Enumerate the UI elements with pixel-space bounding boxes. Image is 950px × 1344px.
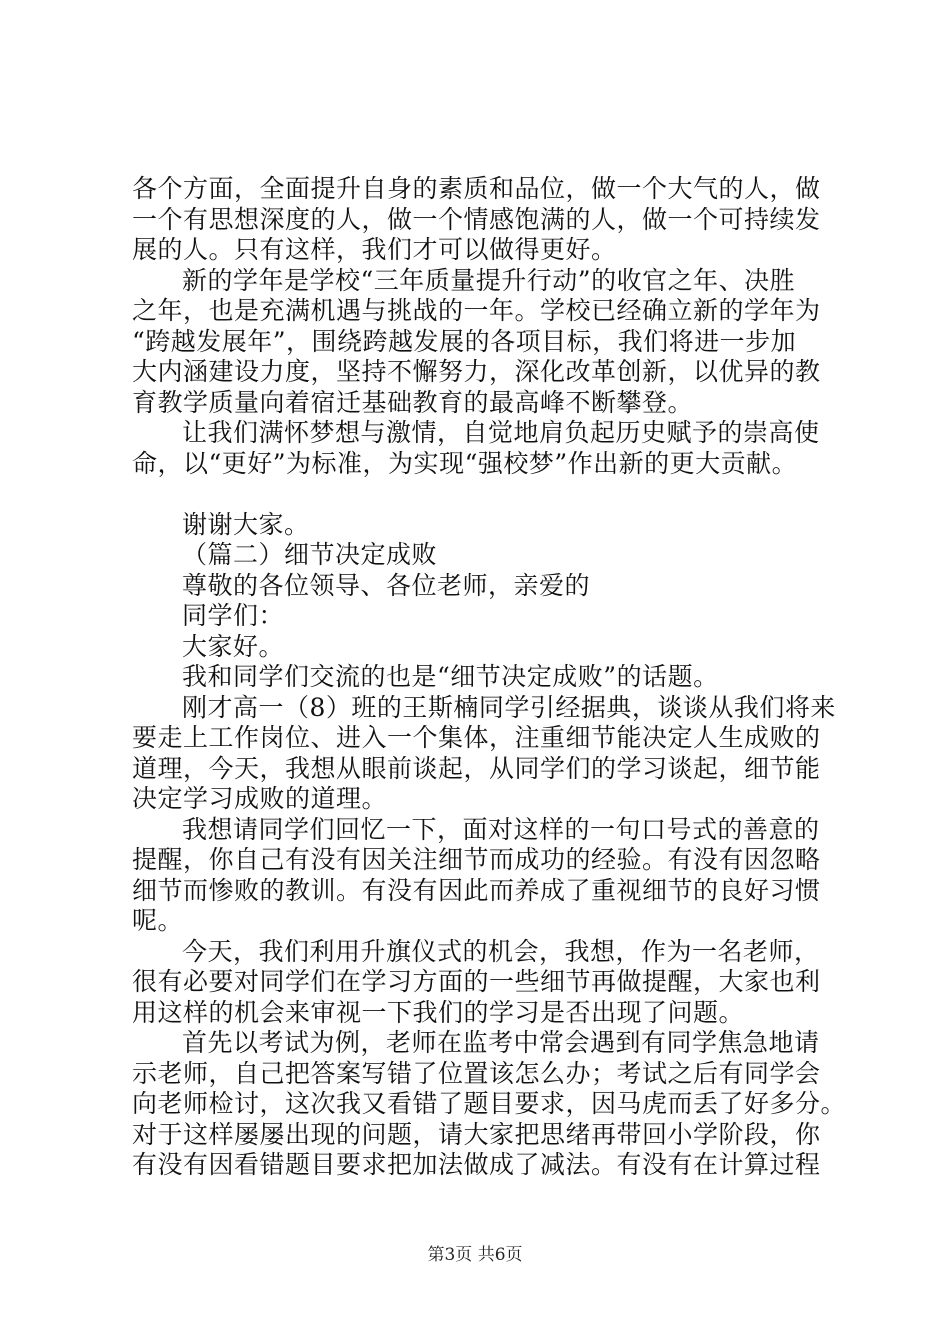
paragraph-start: 我想请同学们回忆一下，面对这样的一句口号式的善意的: [182, 814, 820, 844]
text-line: 之年，也是充满机遇与挑战的一年。学校已经确立新的学年为: [132, 296, 821, 325]
paragraph-start: 今天，我们利用升旗仪式的机会，我想，作为一名老师，: [182, 936, 820, 966]
text-line: 用这样的机会来审视一下我们的学习是否出现了问题。: [132, 997, 745, 1027]
paragraph-start: 让我们满怀梦想与激情，自觉地肩负起历史赋予的崇高使: [182, 418, 820, 447]
greeting-line: 大家好。: [182, 631, 285, 661]
paragraph-start: 首先以考试为例，老师在监考中常会遇到有同学焦急地请: [182, 1028, 820, 1057]
section-heading: （篇二）细节决定成败: [182, 540, 438, 569]
document-body: [132, 174, 852, 1181]
text-line: 示老师，自己把答案写错了位置该怎么办；考试之后有同学会: [132, 1058, 821, 1088]
text-line: 一个有思想深度的人，做一个情感饱满的人，做一个可持续发: [132, 204, 821, 234]
text-line: 展的人。只有这样，我们才可以做得更好。: [132, 235, 617, 264]
text-line: 有没有因看错题目要求把加法做成了减法。有没有在计算过程: [132, 1150, 821, 1179]
text-line: 对于这样屡屡出现的问题，请大家把思绪再带回小学阶段，你: [132, 1119, 821, 1149]
salutation-line: 同学们：: [182, 601, 285, 630]
salutation-line: 尊敬的各位领导、各位老师，亲爱的: [182, 570, 591, 600]
closing-line: 谢谢大家。: [182, 509, 310, 539]
text-line: 向老师检讨，这次我又看错了题目要求，因马虎而丢了好多分。: [132, 1089, 847, 1118]
page-number-footer: 第3页 共6页: [427, 1245, 523, 1265]
paragraph-start: 新的学年是学校“三年质量提升行动”的收官之年、决胜: [182, 265, 796, 295]
text-line: 细节而惨败的教训。有没有因此而养成了重视细节的良好习惯: [132, 875, 821, 905]
text-line: 很有必要对同学们在学习方面的一些细节再做提醒，大家也利: [132, 967, 821, 996]
text-line: 育教学质量向着宿迁基础教育的最高峰不断攀登。: [132, 387, 694, 417]
blank-line: [132, 479, 852, 510]
paragraph-start: 刚才高一（8）班的王斯楠同学引经据典，谈谈从我们将来: [182, 692, 836, 722]
text-line: 大内涵建设力度，坚持不懈努力，深化改革创新，以优异的教: [132, 357, 821, 386]
text-line: 道理，今天，我想从眼前谈起，从同学们的学习谈起，细节能: [132, 753, 821, 783]
text-line: 各个方面，全面提升自身的素质和品位，做一个大气的人，做: [132, 174, 821, 203]
text-line: 提醒，你自己有没有因关注细节而成功的经验。有没有因忽略: [132, 845, 821, 874]
text-line: 决定学习成败的道理。: [132, 784, 388, 813]
text-line: 命，以“更好”为标准，为实现“强校梦”作出新的更大贡献。: [132, 448, 798, 478]
text-line: “跨越发展年”，围绕跨越发展的各项目标，我们将进一步加: [132, 326, 797, 356]
text-line: 要走上工作岗位、进入一个集体，注重细节能决定人生成败的: [132, 723, 821, 752]
text-line: 呢。: [132, 906, 184, 935]
paragraph-start: 我和同学们交流的也是“细节决定成败”的话题。: [182, 662, 719, 691]
